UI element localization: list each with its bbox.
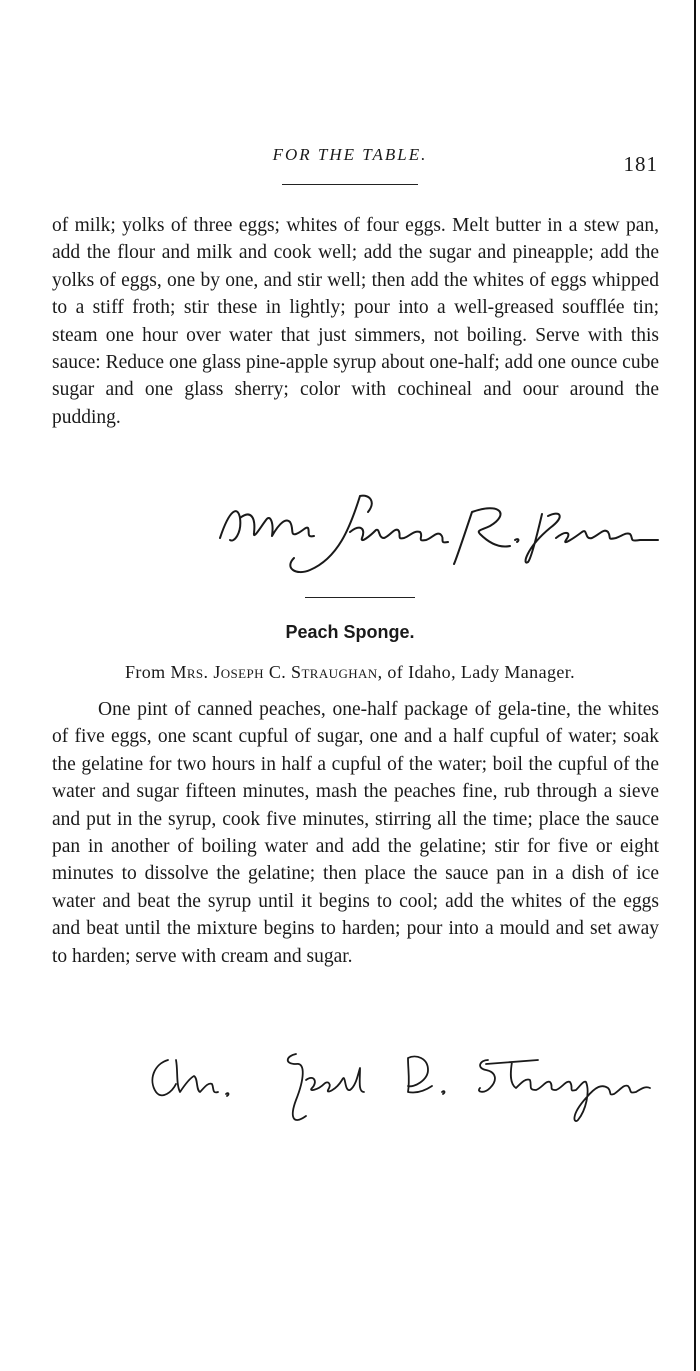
recipe-title: Peach Sponge.: [285, 622, 415, 642]
recipe-continued-text: of milk; yolks of three eggs; whites of four eggs. Melt butter in a stew pan, add the flour and milk and cook well; add the sugar and pineapple; add the yolks of eggs, one by one, and stir well; then add the whites of eggs whipped to a stiff froth; stir these in lightly; pour into a well-greased soufflée tin; steam one hour over water that just simmers, not boiling. Serve with this sauce: Reduce one glass pine-apple syrup about one-half; add one ounce cube sugar and one glass sherry; color with cochineal and oour around the pudding.: [52, 215, 659, 428]
header-rule: [282, 184, 418, 185]
page-edge: [694, 0, 696, 1371]
byline-prefix: From: [124, 662, 166, 682]
running-head: FOR THE TABLE.: [272, 145, 428, 164]
section-divider: [305, 597, 415, 598]
byline-suffix: , of Idaho, Lady Manager.: [377, 662, 576, 682]
recipe-text: One pint of canned peaches, one-half package of gela-tine, the whites of five eggs, one scant cupful of sugar, one and a half cupful of water; soak the gelatine for two hours in half a cupful of the water; boil the cupful of the water and sugar fifteen minutes, mash the peaches fine, rub through a sieve and put in the syrup, cook five minutes, stirring all the time; place the sauce pan in another of boiling water and add the gelatine; stir for five or eight minutes to dissolve the gelatine; then place the sauce pan in a dish of ice water and beat the syrup until it begins to cool; add the whites of the eggs and beat until the mixture begins to harden; pour into a mould and set away to harden; serve with cream and sugar.: [52, 699, 659, 967]
page-number: 181: [623, 152, 658, 176]
signature-mrs-joseph-c-straughan: [146, 1040, 656, 1130]
byline-author: Mrs. Joseph C. Straughan: [170, 662, 378, 682]
signature-mrs-james-r-deane: [210, 488, 660, 578]
recipe-byline: [0, 662, 700, 683]
